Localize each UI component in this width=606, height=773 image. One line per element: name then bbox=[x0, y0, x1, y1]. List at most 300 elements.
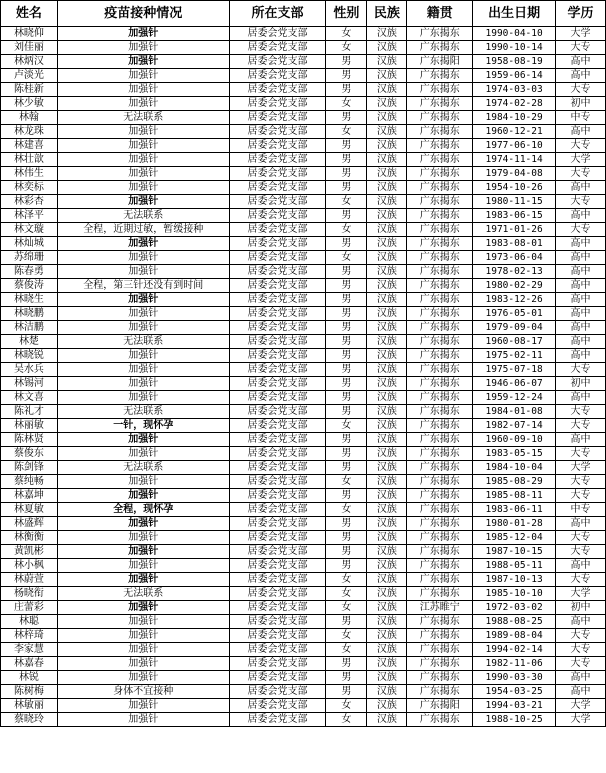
cell-name: 吴水兵 bbox=[1, 363, 58, 377]
cell-native-place: 广东揭东 bbox=[407, 349, 473, 363]
cell-education: 大专 bbox=[556, 83, 606, 97]
cell-vaccination: 加强针 bbox=[57, 391, 229, 405]
cell-education: 高中 bbox=[556, 209, 606, 223]
cell-name: 林锐 bbox=[1, 671, 58, 685]
cell-name: 陈树梅 bbox=[1, 685, 58, 699]
cell-education: 大专 bbox=[556, 167, 606, 181]
cell-ethnicity: 汉族 bbox=[367, 461, 407, 475]
cell-birth-date: 1984-10-04 bbox=[473, 461, 556, 475]
cell-branch: 居委会党支部 bbox=[229, 559, 326, 573]
cell-ethnicity: 汉族 bbox=[367, 713, 407, 727]
cell-birth-date: 1984-10-29 bbox=[473, 111, 556, 125]
cell-education: 高中 bbox=[556, 181, 606, 195]
cell-branch: 居委会党支部 bbox=[229, 377, 326, 391]
cell-gender: 女 bbox=[326, 699, 367, 713]
cell-native-place: 广东揭东 bbox=[407, 237, 473, 251]
cell-branch: 居委会党支部 bbox=[229, 615, 326, 629]
cell-name: 陈春勇 bbox=[1, 265, 58, 279]
cell-birth-date: 1987-10-13 bbox=[473, 573, 556, 587]
cell-vaccination: 加强针 bbox=[57, 167, 229, 181]
cell-ethnicity: 汉族 bbox=[367, 265, 407, 279]
cell-vaccination: 加强针 bbox=[57, 363, 229, 377]
cell-native-place: 广东揭东 bbox=[407, 419, 473, 433]
cell-branch: 居委会党支部 bbox=[229, 489, 326, 503]
cell-gender: 男 bbox=[326, 69, 367, 83]
cell-name: 林龙珠 bbox=[1, 125, 58, 139]
cell-gender: 男 bbox=[326, 447, 367, 461]
cell-ethnicity: 汉族 bbox=[367, 629, 407, 643]
cell-branch: 居委会党支部 bbox=[229, 265, 326, 279]
cell-gender: 男 bbox=[326, 615, 367, 629]
cell-ethnicity: 汉族 bbox=[367, 41, 407, 55]
cell-birth-date: 1960-12-21 bbox=[473, 125, 556, 139]
cell-gender: 女 bbox=[326, 503, 367, 517]
cell-education: 大专 bbox=[556, 405, 606, 419]
cell-branch: 居委会党支部 bbox=[229, 27, 326, 41]
cell-ethnicity: 汉族 bbox=[367, 69, 407, 83]
cell-name: 林洁鹏 bbox=[1, 321, 58, 335]
table-row bbox=[1, 601, 606, 615]
cell-vaccination: 加强针 bbox=[57, 251, 229, 265]
cell-ethnicity: 汉族 bbox=[367, 153, 407, 167]
cell-name: 林文喜 bbox=[1, 391, 58, 405]
cell-gender: 女 bbox=[326, 713, 367, 727]
table-row bbox=[1, 517, 606, 531]
cell-gender: 女 bbox=[326, 601, 367, 615]
table-row bbox=[1, 657, 606, 671]
table-row bbox=[1, 391, 606, 405]
cell-branch: 居委会党支部 bbox=[229, 573, 326, 587]
cell-native-place: 广东揭东 bbox=[407, 405, 473, 419]
cell-vaccination: 加强针 bbox=[57, 377, 229, 391]
cell-birth-date: 1989-08-04 bbox=[473, 629, 556, 643]
cell-vaccination: 全程，现怀孕 bbox=[57, 503, 229, 517]
table-row bbox=[1, 55, 606, 69]
cell-education: 大专 bbox=[556, 41, 606, 55]
cell-education: 大学 bbox=[556, 461, 606, 475]
cell-branch: 居委会党支部 bbox=[229, 321, 326, 335]
cell-native-place: 广东揭东 bbox=[407, 615, 473, 629]
cell-vaccination: 加强针 bbox=[57, 195, 229, 209]
table-row bbox=[1, 27, 606, 41]
cell-name: 林晓锐 bbox=[1, 349, 58, 363]
table-row bbox=[1, 573, 606, 587]
cell-birth-date: 1979-04-08 bbox=[473, 167, 556, 181]
cell-branch: 居委会党支部 bbox=[229, 601, 326, 615]
cell-vaccination: 加强针 bbox=[57, 307, 229, 321]
cell-education: 大学 bbox=[556, 153, 606, 167]
table-row bbox=[1, 41, 606, 55]
cell-native-place: 广东揭东 bbox=[407, 587, 473, 601]
cell-birth-date: 1987-10-15 bbox=[473, 545, 556, 559]
cell-name: 林伟生 bbox=[1, 167, 58, 181]
cell-native-place: 广东揭东 bbox=[407, 433, 473, 447]
cell-vaccination: 加强针 bbox=[57, 671, 229, 685]
cell-native-place: 广东揭东 bbox=[407, 321, 473, 335]
cell-ethnicity: 汉族 bbox=[367, 55, 407, 69]
cell-native-place: 广东揭东 bbox=[407, 545, 473, 559]
cell-gender: 男 bbox=[326, 559, 367, 573]
cell-branch: 居委会党支部 bbox=[229, 587, 326, 601]
cell-gender: 男 bbox=[326, 545, 367, 559]
cell-ethnicity: 汉族 bbox=[367, 125, 407, 139]
cell-gender: 女 bbox=[326, 587, 367, 601]
table-row bbox=[1, 713, 606, 727]
cell-birth-date: 1990-10-14 bbox=[473, 41, 556, 55]
cell-education: 高中 bbox=[556, 391, 606, 405]
cell-vaccination: 加强针 bbox=[57, 265, 229, 279]
cell-ethnicity: 汉族 bbox=[367, 363, 407, 377]
cell-education: 高中 bbox=[556, 615, 606, 629]
cell-birth-date: 1954-10-26 bbox=[473, 181, 556, 195]
cell-branch: 居委会党支部 bbox=[229, 41, 326, 55]
cell-ethnicity: 汉族 bbox=[367, 433, 407, 447]
cell-birth-date: 1985-10-10 bbox=[473, 587, 556, 601]
cell-native-place: 广东揭东 bbox=[407, 447, 473, 461]
cell-branch: 居委会党支部 bbox=[229, 349, 326, 363]
cell-ethnicity: 汉族 bbox=[367, 615, 407, 629]
cell-name: 林彩杏 bbox=[1, 195, 58, 209]
cell-branch: 居委会党支部 bbox=[229, 55, 326, 69]
cell-native-place: 广东揭东 bbox=[407, 629, 473, 643]
table-row bbox=[1, 237, 606, 251]
cell-native-place: 广东揭东 bbox=[407, 209, 473, 223]
cell-education: 高中 bbox=[556, 237, 606, 251]
cell-vaccination: 加强针 bbox=[57, 139, 229, 153]
cell-ethnicity: 汉族 bbox=[367, 587, 407, 601]
cell-birth-date: 1980-11-15 bbox=[473, 195, 556, 209]
cell-ethnicity: 汉族 bbox=[367, 335, 407, 349]
cell-vaccination: 无法联系 bbox=[57, 587, 229, 601]
cell-vaccination: 加强针 bbox=[57, 181, 229, 195]
header-gender: 性别 bbox=[326, 1, 367, 27]
cell-branch: 居委会党支部 bbox=[229, 83, 326, 97]
cell-branch: 居委会党支部 bbox=[229, 139, 326, 153]
cell-name: 林泽平 bbox=[1, 209, 58, 223]
cell-native-place: 广东揭东 bbox=[407, 657, 473, 671]
cell-name: 陈礼才 bbox=[1, 405, 58, 419]
table-row bbox=[1, 447, 606, 461]
cell-education: 高中 bbox=[556, 279, 606, 293]
cell-ethnicity: 汉族 bbox=[367, 573, 407, 587]
cell-name: 林晓仰 bbox=[1, 27, 58, 41]
cell-branch: 居委会党支部 bbox=[229, 293, 326, 307]
header-education: 学历 bbox=[556, 1, 606, 27]
cell-ethnicity: 汉族 bbox=[367, 83, 407, 97]
cell-native-place: 广东揭东 bbox=[407, 363, 473, 377]
cell-gender: 女 bbox=[326, 629, 367, 643]
cell-native-place: 广东揭东 bbox=[407, 125, 473, 139]
cell-vaccination: 加强针 bbox=[57, 125, 229, 139]
cell-education: 高中 bbox=[556, 433, 606, 447]
cell-birth-date: 1958-08-19 bbox=[473, 55, 556, 69]
cell-birth-date: 1975-02-11 bbox=[473, 349, 556, 363]
cell-vaccination: 全程，近期过敏，暂缓接种 bbox=[57, 223, 229, 237]
cell-vaccination: 一针，现怀孕 bbox=[57, 419, 229, 433]
cell-birth-date: 1972-03-02 bbox=[473, 601, 556, 615]
cell-gender: 男 bbox=[326, 321, 367, 335]
cell-gender: 女 bbox=[326, 643, 367, 657]
cell-branch: 居委会党支部 bbox=[229, 405, 326, 419]
cell-education: 高中 bbox=[556, 349, 606, 363]
cell-name: 林锡河 bbox=[1, 377, 58, 391]
cell-gender: 男 bbox=[326, 657, 367, 671]
table-row bbox=[1, 153, 606, 167]
cell-native-place: 广东揭东 bbox=[407, 517, 473, 531]
cell-vaccination: 加强针 bbox=[57, 83, 229, 97]
cell-birth-date: 1990-04-10 bbox=[473, 27, 556, 41]
cell-ethnicity: 汉族 bbox=[367, 321, 407, 335]
cell-ethnicity: 汉族 bbox=[367, 223, 407, 237]
cell-birth-date: 1983-06-11 bbox=[473, 503, 556, 517]
cell-branch: 居委会党支部 bbox=[229, 181, 326, 195]
cell-vaccination: 加强针 bbox=[57, 531, 229, 545]
cell-name: 李家慧 bbox=[1, 643, 58, 657]
cell-education: 大专 bbox=[556, 489, 606, 503]
cell-birth-date: 1959-12-24 bbox=[473, 391, 556, 405]
cell-vaccination: 加强针 bbox=[57, 475, 229, 489]
cell-education: 初中 bbox=[556, 601, 606, 615]
cell-name: 杨晓衔 bbox=[1, 587, 58, 601]
table-row bbox=[1, 279, 606, 293]
cell-vaccination: 加强针 bbox=[57, 55, 229, 69]
cell-education: 大专 bbox=[556, 447, 606, 461]
cell-name: 林聪 bbox=[1, 615, 58, 629]
cell-vaccination: 全程，第三针还没有到时间 bbox=[57, 279, 229, 293]
cell-ethnicity: 汉族 bbox=[367, 643, 407, 657]
cell-ethnicity: 汉族 bbox=[367, 111, 407, 125]
cell-name: 苏绵珊 bbox=[1, 251, 58, 265]
cell-birth-date: 1988-05-11 bbox=[473, 559, 556, 573]
cell-branch: 居委会党支部 bbox=[229, 461, 326, 475]
cell-native-place: 广东揭东 bbox=[407, 167, 473, 181]
table-row bbox=[1, 111, 606, 125]
cell-ethnicity: 汉族 bbox=[367, 517, 407, 531]
cell-branch: 居委会党支部 bbox=[229, 195, 326, 209]
cell-name: 林文璇 bbox=[1, 223, 58, 237]
cell-native-place: 广东揭东 bbox=[407, 531, 473, 545]
cell-native-place: 广东揭东 bbox=[407, 391, 473, 405]
cell-ethnicity: 汉族 bbox=[367, 685, 407, 699]
cell-name: 林蔚萱 bbox=[1, 573, 58, 587]
cell-ethnicity: 汉族 bbox=[367, 531, 407, 545]
cell-branch: 居委会党支部 bbox=[229, 433, 326, 447]
cell-native-place: 广东揭东 bbox=[407, 265, 473, 279]
cell-name: 陈林贤 bbox=[1, 433, 58, 447]
cell-birth-date: 1983-08-01 bbox=[473, 237, 556, 251]
cell-education: 大学 bbox=[556, 699, 606, 713]
cell-name: 蔡纯畅 bbox=[1, 475, 58, 489]
cell-name: 林建喜 bbox=[1, 139, 58, 153]
table-row bbox=[1, 545, 606, 559]
table-row bbox=[1, 335, 606, 349]
cell-ethnicity: 汉族 bbox=[367, 279, 407, 293]
cell-branch: 居委会党支部 bbox=[229, 545, 326, 559]
cell-native-place: 广东揭东 bbox=[407, 461, 473, 475]
cell-branch: 居委会党支部 bbox=[229, 657, 326, 671]
cell-vaccination: 加强针 bbox=[57, 153, 229, 167]
cell-birth-date: 1974-11-14 bbox=[473, 153, 556, 167]
cell-ethnicity: 汉族 bbox=[367, 209, 407, 223]
cell-ethnicity: 汉族 bbox=[367, 475, 407, 489]
cell-branch: 居委会党支部 bbox=[229, 629, 326, 643]
cell-native-place: 广东揭东 bbox=[407, 139, 473, 153]
cell-branch: 居委会党支部 bbox=[229, 713, 326, 727]
cell-gender: 男 bbox=[326, 335, 367, 349]
cell-name: 林嘉春 bbox=[1, 657, 58, 671]
cell-education: 高中 bbox=[556, 251, 606, 265]
cell-ethnicity: 汉族 bbox=[367, 349, 407, 363]
cell-name: 林夏敏 bbox=[1, 503, 58, 517]
cell-branch: 居委会党支部 bbox=[229, 447, 326, 461]
cell-birth-date: 1985-08-29 bbox=[473, 475, 556, 489]
cell-education: 初中 bbox=[556, 377, 606, 391]
cell-gender: 男 bbox=[326, 489, 367, 503]
table-row bbox=[1, 419, 606, 433]
cell-gender: 女 bbox=[326, 125, 367, 139]
cell-vaccination: 加强针 bbox=[57, 699, 229, 713]
cell-vaccination: 加强针 bbox=[57, 615, 229, 629]
cell-native-place: 江苏睢宁 bbox=[407, 601, 473, 615]
cell-education: 高中 bbox=[556, 335, 606, 349]
cell-education: 大专 bbox=[556, 573, 606, 587]
cell-gender: 男 bbox=[326, 139, 367, 153]
cell-gender: 男 bbox=[326, 685, 367, 699]
cell-vaccination: 加强针 bbox=[57, 713, 229, 727]
cell-branch: 居委会党支部 bbox=[229, 69, 326, 83]
cell-ethnicity: 汉族 bbox=[367, 237, 407, 251]
cell-education: 大专 bbox=[556, 475, 606, 489]
cell-birth-date: 1960-08-17 bbox=[473, 335, 556, 349]
cell-vaccination: 加强针 bbox=[57, 545, 229, 559]
cell-education: 中专 bbox=[556, 503, 606, 517]
cell-branch: 居委会党支部 bbox=[229, 111, 326, 125]
cell-native-place: 广东揭东 bbox=[407, 69, 473, 83]
cell-ethnicity: 汉族 bbox=[367, 181, 407, 195]
table-header-row bbox=[1, 1, 606, 27]
cell-ethnicity: 汉族 bbox=[367, 307, 407, 321]
table-row bbox=[1, 405, 606, 419]
cell-ethnicity: 汉族 bbox=[367, 139, 407, 153]
cell-gender: 女 bbox=[326, 419, 367, 433]
table-row bbox=[1, 587, 606, 601]
cell-name: 林敏丽 bbox=[1, 699, 58, 713]
table-row bbox=[1, 167, 606, 181]
table-row bbox=[1, 629, 606, 643]
table-row bbox=[1, 223, 606, 237]
cell-gender: 男 bbox=[326, 237, 367, 251]
cell-ethnicity: 汉族 bbox=[367, 391, 407, 405]
cell-gender: 男 bbox=[326, 111, 367, 125]
cell-education: 大学 bbox=[556, 713, 606, 727]
table-body bbox=[1, 27, 606, 727]
cell-native-place: 广东揭东 bbox=[407, 475, 473, 489]
cell-native-place: 广东揭东 bbox=[407, 223, 473, 237]
header-vaccination: 疫苗接种情况 bbox=[57, 1, 229, 27]
cell-gender: 女 bbox=[326, 41, 367, 55]
cell-education: 大学 bbox=[556, 587, 606, 601]
cell-gender: 男 bbox=[326, 433, 367, 447]
cell-birth-date: 1977-06-10 bbox=[473, 139, 556, 153]
cell-ethnicity: 汉族 bbox=[367, 545, 407, 559]
cell-native-place: 广东揭东 bbox=[407, 251, 473, 265]
cell-education: 高中 bbox=[556, 307, 606, 321]
cell-education: 中专 bbox=[556, 111, 606, 125]
cell-vaccination: 无法联系 bbox=[57, 209, 229, 223]
cell-ethnicity: 汉族 bbox=[367, 503, 407, 517]
cell-education: 初中 bbox=[556, 97, 606, 111]
cell-education: 高中 bbox=[556, 265, 606, 279]
table-row bbox=[1, 69, 606, 83]
cell-gender: 男 bbox=[326, 377, 367, 391]
cell-branch: 居委会党支部 bbox=[229, 363, 326, 377]
cell-gender: 男 bbox=[326, 83, 367, 97]
cell-name: 林灿城 bbox=[1, 237, 58, 251]
cell-education: 高中 bbox=[556, 671, 606, 685]
cell-ethnicity: 汉族 bbox=[367, 195, 407, 209]
cell-vaccination: 加强针 bbox=[57, 447, 229, 461]
cell-name: 林晓生 bbox=[1, 293, 58, 307]
cell-ethnicity: 汉族 bbox=[367, 671, 407, 685]
cell-vaccination: 无法联系 bbox=[57, 405, 229, 419]
table-row bbox=[1, 307, 606, 321]
cell-gender: 男 bbox=[326, 279, 367, 293]
cell-name: 蔡俊涛 bbox=[1, 279, 58, 293]
cell-ethnicity: 汉族 bbox=[367, 489, 407, 503]
cell-name: 林壮歆 bbox=[1, 153, 58, 167]
cell-native-place: 广东揭东 bbox=[407, 573, 473, 587]
cell-ethnicity: 汉族 bbox=[367, 167, 407, 181]
cell-birth-date: 1975-07-18 bbox=[473, 363, 556, 377]
cell-gender: 男 bbox=[326, 363, 367, 377]
cell-ethnicity: 汉族 bbox=[367, 27, 407, 41]
cell-native-place: 广东揭东 bbox=[407, 643, 473, 657]
table-row bbox=[1, 349, 606, 363]
cell-ethnicity: 汉族 bbox=[367, 447, 407, 461]
cell-gender: 男 bbox=[326, 671, 367, 685]
table-row bbox=[1, 685, 606, 699]
table-row bbox=[1, 181, 606, 195]
cell-native-place: 广东揭东 bbox=[407, 27, 473, 41]
cell-education: 大专 bbox=[556, 629, 606, 643]
cell-native-place: 广东揭阳 bbox=[407, 55, 473, 69]
table-row bbox=[1, 209, 606, 223]
cell-vaccination: 身体不宜接种 bbox=[57, 685, 229, 699]
cell-education: 高中 bbox=[556, 125, 606, 139]
cell-birth-date: 1984-01-08 bbox=[473, 405, 556, 419]
cell-branch: 居委会党支部 bbox=[229, 237, 326, 251]
cell-ethnicity: 汉族 bbox=[367, 657, 407, 671]
cell-birth-date: 1994-03-21 bbox=[473, 699, 556, 713]
cell-birth-date: 1982-11-06 bbox=[473, 657, 556, 671]
cell-branch: 居委会党支部 bbox=[229, 153, 326, 167]
cell-name: 林嘉坤 bbox=[1, 489, 58, 503]
header-native-place: 籍贯 bbox=[407, 1, 473, 27]
cell-native-place: 广东揭东 bbox=[407, 307, 473, 321]
cell-birth-date: 1973-06-04 bbox=[473, 251, 556, 265]
cell-education: 高中 bbox=[556, 517, 606, 531]
cell-gender: 女 bbox=[326, 97, 367, 111]
cell-branch: 居委会党支部 bbox=[229, 531, 326, 545]
cell-gender: 男 bbox=[326, 307, 367, 321]
cell-vaccination: 加强针 bbox=[57, 657, 229, 671]
cell-gender: 男 bbox=[326, 167, 367, 181]
cell-native-place: 广东揭东 bbox=[407, 503, 473, 517]
cell-gender: 男 bbox=[326, 517, 367, 531]
cell-vaccination: 加强针 bbox=[57, 349, 229, 363]
cell-birth-date: 1994-02-14 bbox=[473, 643, 556, 657]
cell-ethnicity: 汉族 bbox=[367, 699, 407, 713]
